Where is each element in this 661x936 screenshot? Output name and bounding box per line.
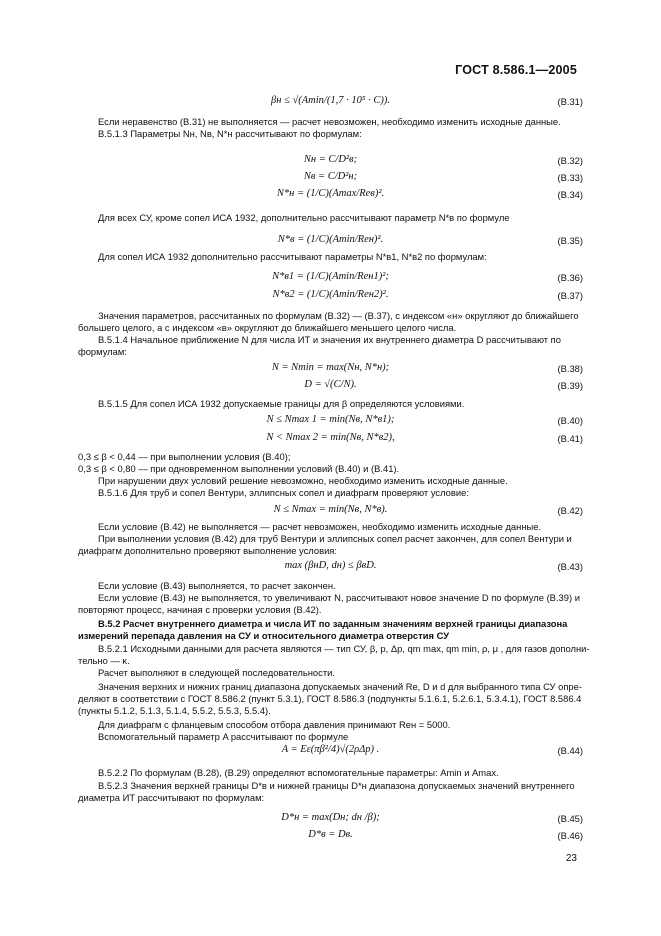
- text-line: 0,3 ≤ β < 0,44 — при выполнении условия (B.40);: [78, 451, 291, 462]
- equation-number: (B.35): [557, 235, 583, 246]
- text-line: Расчет выполняют в следующей последовательности.: [98, 667, 335, 678]
- equation-row: [78, 271, 583, 285]
- equation-formula: N*н = (1/C)(Amax/Reв)².: [276, 188, 385, 199]
- text-line: Для всех СУ, кроме сопел ИСА 1932, дополнительно рассчитывают параметр N*в по формуле: [98, 212, 510, 223]
- equation-formula: N ≤ Nmax 1 = min(Nв, N*в1);: [266, 414, 395, 425]
- text-line: Если условие (B.43) выполняется, то расчет закончен.: [98, 580, 336, 591]
- equation-number: (B.42): [557, 505, 583, 516]
- equation-row: [78, 504, 583, 518]
- page-number: 23: [565, 853, 577, 864]
- equation-row: [78, 234, 583, 248]
- equation-number: (B.31): [557, 96, 583, 107]
- equation-number: (B.38): [557, 363, 583, 374]
- equation-formula: D*н = max(Dн; dн /β);: [281, 812, 380, 823]
- equation-formula: N*в = (1/C)(Amin/Reн)².: [277, 234, 384, 245]
- equation-formula: N*в1 = (1/C)(Amin/Reн1)²;: [272, 271, 389, 282]
- section-heading-line: B.5.2 Расчет внутреннего диаметра и числа ИТ по заданным значениям верхней границы диапазона: [98, 618, 568, 629]
- section-heading-line: измерений перепада давления на СУ и относительного диаметра отверстия СУ: [78, 630, 450, 641]
- text-line: Если неравенство (B.31) не выполняется — расчет невозможен, необходимо изменить исходные данные.: [98, 116, 561, 127]
- equation-row: [78, 829, 583, 843]
- text-line: повторяют процесс, начиная с проверки условия (B.42).: [78, 604, 322, 615]
- text-line: Вспомогательный параметр A рассчитывают по формуле: [98, 731, 349, 742]
- equation-row: [78, 812, 583, 826]
- text-line: Значения параметров, рассчитанных по формулам (B.32) — (B.37), с индексом «н» округляют до ближайшего: [98, 310, 579, 321]
- text-line: тельно — κ.: [78, 655, 130, 666]
- text-line: B.5.1.4 Начальное приближение N для числа ИТ и значения их внутреннего диаметра D рассчитывают по: [98, 334, 561, 345]
- equation-number: (B.43): [557, 561, 583, 572]
- equation-number: (B.39): [557, 380, 583, 391]
- equation-number: (B.36): [557, 272, 583, 283]
- equation-row: [78, 362, 583, 376]
- text-line: При выполнении условия (B.42) для труб Вентури и эллипсных сопел расчет закончен, для сопел Вентури и: [98, 533, 572, 544]
- equation-formula: N*в2 = (1/C)(Amin/Reн2)².: [272, 289, 389, 300]
- equation-row: [78, 414, 583, 428]
- text-line: B.5.1.3 Параметры Nн, Nв, N*н рассчитывают по формулам:: [98, 128, 362, 139]
- text-line: (пункты 5.1.2, 5.1.3, 5.1.4, 5.5.2, 5.5.3, 5.5.4).: [78, 705, 271, 716]
- text-line: Для диафрагм с фланцевым способом отбора давления принимают Reн = 5000.: [98, 719, 451, 730]
- equation-formula: βн ≤ √(Amin/(1,7 · 10⁵ · C)).: [271, 95, 390, 106]
- text-line: Для сопел ИСА 1932 дополнительно рассчитывают параметры N*в1, N*в2 по формулам:: [98, 251, 487, 262]
- equation-number: (B.45): [557, 813, 583, 824]
- text-line: B.5.1.6 Для труб и сопел Вентури, эллипсных сопел и диафрагм проверяют условие:: [98, 487, 469, 498]
- text-line: При нарушении двух условий решение невозможно, необходимо изменить исходные данные.: [98, 475, 508, 486]
- equation-formula: max (βнD, dн) ≤ βвD.: [284, 560, 377, 571]
- equation-row: [78, 379, 583, 393]
- equation-number: (B.44): [557, 745, 583, 756]
- equation-number: (B.34): [557, 189, 583, 200]
- text-line: диаметра ИТ рассчитывают по формулам:: [78, 792, 265, 803]
- equation-number: (B.46): [557, 830, 583, 841]
- equation-formula: N < Nmax 2 = min(Nв, N*в2),: [266, 432, 395, 443]
- equation-formula: Nн = C/D²в;: [303, 154, 358, 165]
- equation-number: (B.40): [557, 415, 583, 426]
- equation-number: (B.32): [557, 155, 583, 166]
- equation-row: [78, 560, 583, 574]
- equation-formula: D*в = Dв.: [308, 829, 353, 840]
- equation-row: [78, 95, 583, 109]
- text-line: большего целого, а с индексом «в» округляют до ближайшего меньшего целого числа.: [78, 322, 457, 333]
- text-line: B.5.2.1 Исходными данными для расчета являются — тип СУ, β, p, Δp, qm max, qm min, ρ, μ , для газов дополни-: [98, 643, 590, 654]
- text-line: формулам:: [78, 346, 127, 357]
- text-line: Если условие (B.42) не выполняется — расчет невозможен, необходимо изменить исходные данные.: [98, 521, 542, 532]
- text-line: B.5.2.3 Значения верхней границы D*в и нижней границы D*н диапазона допускаемых значений внутреннего: [98, 780, 575, 791]
- equation-formula: A = Eε(πβ²/4)√(2ρΔp) .: [281, 744, 380, 755]
- equation-formula: N ≤ Nmax = min(Nв, N*в).: [273, 504, 388, 515]
- equation-number: (B.33): [557, 172, 583, 183]
- equation-row: [78, 289, 583, 303]
- equation-row: [78, 744, 583, 758]
- text-line: диафрагм дополнительно проверяют выполнение условия:: [78, 545, 337, 556]
- text-line: B.5.1.5 Для сопел ИСА 1932 допускаемые границы для β определяются условиями.: [98, 398, 465, 409]
- equation-row: [78, 171, 583, 185]
- text-line: 0,3 ≤ β < 0,80 — при одновременном выполнении условий (B.40) и (B.41).: [78, 463, 400, 474]
- equation-number: (B.41): [557, 433, 583, 444]
- equation-row: [78, 154, 583, 168]
- equation-row: [78, 188, 583, 202]
- equation-formula: D = √(C/N).: [304, 379, 357, 390]
- text-line: деляют в соответствии с ГОСТ 8.586.2 (пункт 5.3.1), ГОСТ 8.586.3 (подпункты 5.1.6.1, 5.2.6.1, 5.3.4.1), ГОСТ 8.586.4: [78, 693, 582, 704]
- text-line: B.5.2.2 По формулам (B.28), (B.29) определяют вспомогательные параметры: Amin и Amax.: [98, 767, 499, 778]
- text-line: Значения верхних и нижних границ диапазона допускаемых значений Re, D и d для выбранного типа СУ опре-: [98, 681, 582, 692]
- text-line: Если условие (B.43) не выполняется, то увеличивают N, рассчитывают новое значение D по формуле (B.39) и: [98, 592, 580, 603]
- equation-row: [78, 432, 583, 446]
- equation-formula: Nв = C/D²н;: [303, 171, 358, 182]
- equation-number: (B.37): [557, 290, 583, 301]
- document-id: ГОСТ 8.586.1—2005: [455, 63, 577, 77]
- equation-formula: N = Nmin = max(Nн, N*н);: [271, 362, 390, 373]
